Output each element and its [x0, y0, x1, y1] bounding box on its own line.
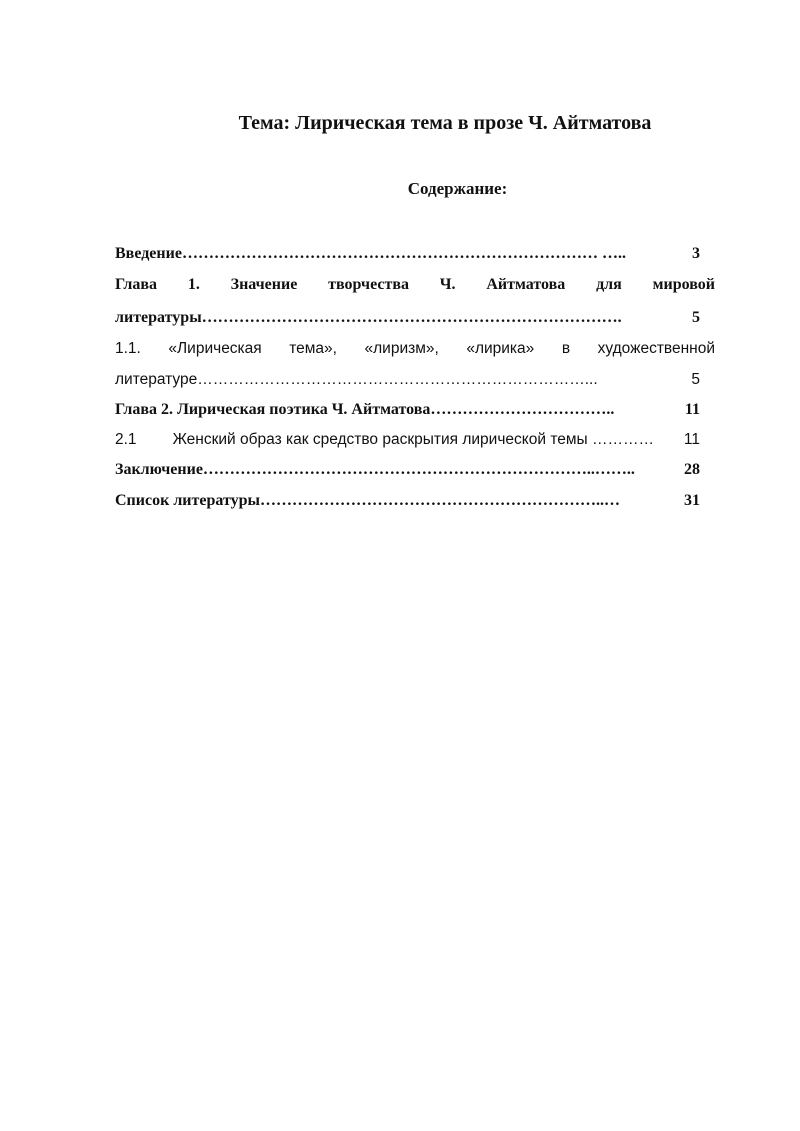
contents-heading: Содержание: [407, 179, 508, 198]
toc-page-number: 31 [684, 492, 700, 509]
toc-page-number: 11 [684, 401, 700, 418]
toc-entry-chapter-2: Глава 2. Лирическая поэтика Ч. Айтматова…………………………….. [115, 401, 615, 418]
toc-entry-chapter-1-cont: литературы……………………………………………………………………. [115, 309, 622, 326]
toc-entry-section-1-1-cont: литературе…………………………………………………………………... [115, 371, 598, 388]
toc-entry-bibliography: Список литературы………………………………………………………..… [115, 492, 620, 509]
toc-entry-section-2-1 [115, 429, 715, 451]
toc-entry-section-1-1: 1.1. «Лирическая тема», «лиризм», «лирика» в художественной [115, 340, 715, 357]
toc-page-number: 5 [691, 371, 700, 388]
toc-entry-introduction: Введение…………………………………………………………………… ….. [115, 245, 626, 262]
toc-page-number: 3 [692, 245, 700, 262]
toc-page-number: 28 [684, 461, 700, 478]
toc-page-number: 5 [692, 309, 700, 326]
toc-section-number: 2.1 [115, 431, 137, 448]
toc-entry-conclusion: Заключение………………………………………………………………..…….. [115, 461, 635, 478]
toc-page-number: 11 [683, 431, 700, 448]
toc-entry-chapter-1: Глава 1. Значение творчества Ч. Айтматова для мировой [115, 276, 715, 293]
toc-section-title: Женский образ как средство раскрытия лирической темы ………… [172, 431, 654, 448]
document-title: Тема: Лирическая тема в прозе Ч. Айтматова [238, 112, 652, 134]
